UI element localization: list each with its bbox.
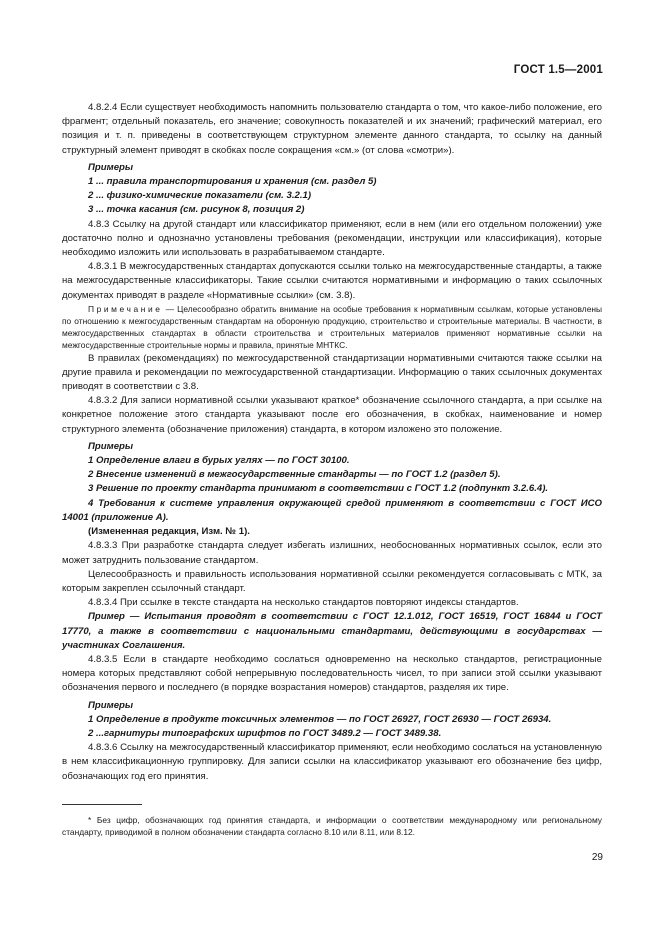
example-item: Пример — Испытания проводят в соответствии с ГОСТ 12.1.012, ГОСТ 16519, ГОСТ 16844 и ГОСТ 17770, а также в соответствии с национальными стандартами, действующими в государствах — участниках Соглашения. [62,611,602,651]
revision-note: (Измененная редакция, Изм. № 1). [88,526,250,538]
document-body [62,101,602,784]
paragraph: 4.8.3.2 Для записи нормативной ссылки указывают краткое* обозначение ссылочного стандарта, а при ссылке на конкретное положение этого стандарта указывают после его обозначения, в скобках, наименование и номер структурного элемента (обозначение приложения) стандарта, в котором изложено это положение. [62,395,602,435]
paragraph: 4.8.3.3 При разработке стандарта следует избегать излишних, необоснованных нормативных ссылок, если это может затруднить пользование стандартом. [62,540,602,566]
footnote-separator [62,804,142,805]
document-header: ГОСТ 1.5—2001 [513,64,603,76]
example-item: 1 Определение в продукте токсичных элементов — по ГОСТ 26927, ГОСТ 26930 — ГОСТ 26934. [88,713,552,725]
example-item: 2 Внесение изменений в межгосударственные стандарты — по ГОСТ 1.2 (раздел 5). [88,469,501,481]
page-number: 29 [591,852,603,863]
footnote: * Без цифр, обозначающих год принятия стандарта, и информации о соответствии международному или региональному стандарту, приводимой в полном обозначении стандарта согласно 8.10 или 8.11, или 8.12. [62,815,602,838]
note-text: — Целесообразно обратить внимание на особые требования к нормативным ссылкам, которые установлены по отношению к межгосударственным стандартам на оборонную продукцию, строительство и строительные материалы. В частности, в межгосударственных стандартах в области строительства и строительных материалов применяют нормативные ссылки на межгосударственные строительные нормы и правила, принятые МНТКС. [62,303,602,351]
example-item: 1 ... правила транспортирования и хранения (см. раздел 5) [88,176,377,188]
paragraph: Целесообразность и правильность использования нормативной ссылки рекомендуется согласовывать с МТК, за которым закреплен ссылочный стандарт. [62,568,602,594]
example-item: 2 ... физико-химические показатели (см. 3.2.1) [88,190,312,202]
example-item: 1 Определение влаги в бурых углях — по ГОСТ 30100. [88,455,350,467]
examples-heading: Примеры [88,161,134,173]
note-block [62,303,602,352]
example-item: 3 Решение по проекту стандарта принимают в соответствии с ГОСТ 1.2 (подпункт 3.2.6.4). [88,483,549,495]
example-item: 4 Требования к системе управления окружающей средой применяют в соответствии с ГОСТ ИСО 14001 (приложение А). [62,497,602,523]
paragraph: 4.8.2.4 Если существует необходимость напомнить пользователю стандарта о том, что какое-либо положение, его фрагмент; отдельный показатель, его значение; совокупность показателей и их значений; графический материал, его позиция и т. п. приведены в соответствующем структурном элементе данного стандарта, то ссылку на данный структурный элемент приводят в скобках после сокращения «см.» (от слова «смотри»). [62,102,602,156]
note-label: Примечание [88,303,163,314]
paragraph: В правилах (рекомендациях) по межгосударственной стандартизации нормативными считаются также ссылки на другие правила и рекомендации по межгосударственной стандартизации. Информацию о таких ссылочных документах приводят в соответствии с 3.8. [62,352,602,393]
paragraph: 4.8.3.4 При ссылке в тексте стандарта на несколько стандартов повторяют индексы стандартов. [88,597,519,609]
paragraph: 4.8.3 Ссылку на другой стандарт или классификатор применяют, если в нем (или его отдельном положении) уже достаточно полно и однозначно установлены требования (рекомендации, инструкции или классификация), которые необходимо изложить или использовать в разрабатываемом стандарте. [62,218,602,259]
paragraph: 4.8.3.5 Если в стандарте необходимо сослаться одновременно на несколько стандартов, регистрационные номера которых представляют собой непрерывную последовательность чисел, то при записи этой ссылки указывают обозначения первого и последнего (в порядке возрастания номеров) стандартов, разделяя их тире. [62,653,602,694]
example-item: 2 ...гарнитуры типографских шрифтов по ГОСТ 3489.2 — ГОСТ 3489.38. [88,727,442,739]
paragraph: 4.8.3.1 В межгосударственных стандартах допускаются ссылки только на межгосударственные стандарты, а также на межгосударственные классификаторы. Такие ссылки считаются нормативными и информацию о таких ссылочных документах приводят в разделе «Нормативные ссылки» (см. 3.8). [62,261,602,301]
example-item: 3 ... точка касания (см. рисунок 8, позиция 2) [88,204,305,216]
examples-heading: Примеры [88,440,134,452]
paragraph: 4.8.3.6 Ссылку на межгосударственный классификатор применяют, если необходимо сослаться на установленную в нем классификационную группировку. Для записи ссылки на классификатор указывают его обозначение без цифр, обозначающих год его принятия. [62,742,602,782]
examples-heading: Примеры [88,699,134,711]
